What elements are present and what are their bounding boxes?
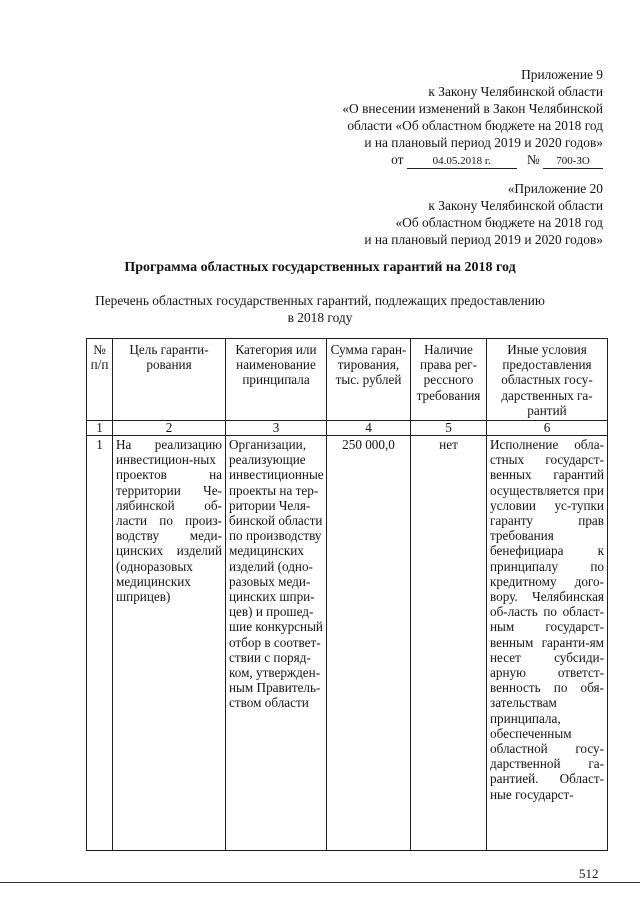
column-number: 3: [226, 421, 327, 436]
document-subtitle: [0, 292, 640, 326]
regress-cell: нет: [411, 436, 487, 851]
appendix-line: «Об областном бюджете на 2018 год: [395, 215, 603, 230]
date-prefix: от: [391, 152, 404, 167]
principal-cell: Организации, реализующие инвестиционные проекты на тер-ритории Челя-бинской области по производству медицинских изделий (одно-разовых меди-цинских шпри-цев) и прошед-шие конкурсный отбор в соответ-ствии с поряд-ком, утвержден-ным Правитель-ством области: [226, 436, 327, 851]
law-number: 700-ЗО: [543, 155, 603, 169]
document-title: Программа областных государственных гарантий на 2018 год: [124, 260, 516, 275]
header-cell-purpose: Цель гаранти-рования: [113, 339, 226, 421]
header-cell-number: № п/п: [87, 339, 113, 421]
column-number-row: [87, 421, 608, 436]
header-cell-conditions: Иные условия предоставления областных госу-дарственных га-рантий: [487, 339, 608, 421]
appendix-line: «Приложение 20: [507, 181, 603, 196]
subtitle-line: Перечень областных государственных гарантий, подлежащих предоставлению: [95, 293, 545, 308]
conditions-cell: Исполнение обла-стных государст-венных гарантий осуществляется при условии ус-тупки гаранту прав требования бенефициара к принципалу по кредитному дого-вору. Челябинская об-ласть по област-ным государст-венным гаранти-ям несет субсиди-арную ответст-венность по обя-зательствам принципала, обеспеченным областной госу-дарственной га-рантией. Област-ные государст-: [490, 437, 604, 802]
conditions-cell-wrapper: [487, 436, 608, 851]
law-date-number-line: [342, 151, 603, 169]
row-number-cell: 1: [87, 436, 113, 851]
appendix-line: к Закону Челябинской области: [428, 84, 603, 99]
column-number: 1: [87, 421, 113, 436]
header-cell-amount: Сумма гаран-тирования, тыс. рублей: [327, 339, 411, 421]
header-cell-principal: Категория или наименование принципала: [226, 339, 327, 421]
header-cell-regress: Наличие права рег-рессного требования: [411, 339, 487, 421]
appendix-header-current: [342, 66, 603, 169]
table-header-row: [87, 339, 608, 421]
table-row: [87, 436, 608, 851]
page-number: 512: [579, 866, 599, 881]
appendix-line: к Закону Челябинской области: [428, 198, 603, 213]
column-number: 2: [113, 421, 226, 436]
law-date: 04.05.2018 г.: [407, 155, 517, 169]
appendix-line: и на плановый период 2019 и 2020 годов»: [364, 135, 603, 150]
column-number: 5: [411, 421, 487, 436]
purpose-cell: На реализацию инвестицион-ных проектов на территории Че-лябинской об-ласти по произ-водству меди-цинских изделий (одноразовых медицинских шприцев): [113, 436, 226, 851]
column-number: 6: [487, 421, 608, 436]
appendix-header-original: [364, 180, 603, 248]
appendix-line: и на плановый период 2019 и 2020 годов»: [364, 232, 603, 247]
appendix-line: «О внесении изменений в Закон Челябинской: [342, 101, 603, 116]
amount-cell: 250 000,0: [327, 436, 411, 851]
subtitle-line: в 2018 году: [287, 310, 353, 325]
bottom-rule: [0, 882, 640, 883]
number-prefix: №: [526, 152, 540, 167]
appendix-line: Приложение 9: [521, 67, 603, 82]
column-number: 4: [327, 421, 411, 436]
appendix-line: области «Об областном бюджете на 2018 год: [347, 118, 603, 133]
guarantees-table: [86, 338, 608, 851]
